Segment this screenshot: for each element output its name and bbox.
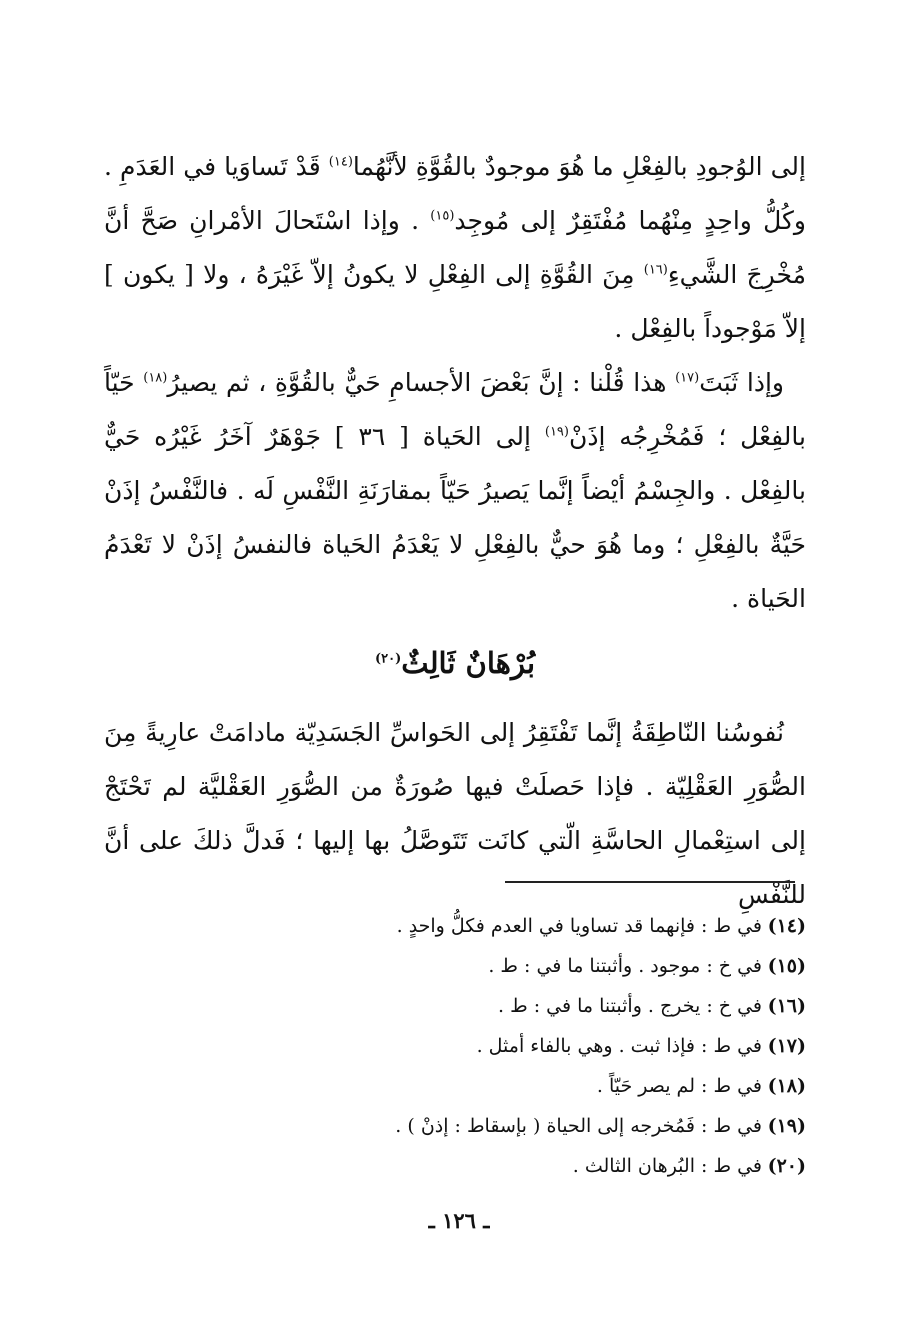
footnote-item	[104, 1106, 806, 1146]
footnote-ref-16[interactable]: (١٦)	[643, 262, 668, 278]
footnote-ref-19[interactable]: (١٩)	[544, 424, 569, 440]
footnote-ref-18[interactable]: (١٨)	[143, 370, 168, 386]
footnote-text: في ط : لم يصر حَيّاً .	[596, 1075, 762, 1097]
paragraph-1	[104, 140, 806, 356]
footnote-number: (١٥)	[767, 955, 806, 977]
section-heading	[104, 636, 806, 690]
footnote-number: (١٦)	[767, 995, 806, 1017]
paragraph-1-text: قَدْ تَساوَيا في العَدَمِ . وكُلُّ واحِدٍ مِنْهُما مُفْتَقِرٌ إلى مُوجِد	[104, 152, 806, 235]
footnote-number: (١٨)	[767, 1075, 806, 1097]
paragraph-2-text: وإذا ثَبَتَ	[699, 368, 784, 397]
paragraph-1-text: إلى الوُجودِ بالفِعْلِ ما هُوَ موجودٌ بالقُوَّةِ لأنَّهُما	[352, 152, 806, 181]
paragraph-1-text: مِنَ القُوَّةِ إلى الفِعْلِ لا يكونُ إلاّ غَيْرَهُ ، ولا [ يكون ] إلاّ مَوْجوداً بالفِعْل .	[104, 260, 806, 343]
footnote-item	[104, 946, 806, 986]
footnote-text: في ط : فإنهما قد تساويا في العدم فكلُّ واحدٍ .	[396, 915, 762, 937]
section-heading-text: بُرْهَانٌ ثَالِثٌ	[401, 646, 536, 680]
footnote-item	[104, 1146, 806, 1186]
paragraph-1-text: . وإذا اسْتَحالَ الأمْرانِ صَحَّ أنَّ مُخْرِجَ الشَّيءِ	[104, 206, 806, 289]
paragraph-2	[104, 356, 806, 626]
footnote-item	[104, 1026, 806, 1066]
footnotes-list	[104, 906, 806, 1186]
paragraph-2-text: حَيّاً بالفِعْل ؛ فَمُخْرِجُه إذَنْ	[104, 368, 806, 451]
footnote-text: في ط : فَمُخرجه إلى الحياة ( بإسقاط : إذنْ ) .	[395, 1115, 762, 1137]
footnote-number: (١٩)	[767, 1115, 806, 1137]
footnote-ref-20[interactable]: (٢٠)	[374, 651, 402, 667]
footnote-text: في ط : فإذا ثبت . وهي بالفاء أمثل .	[476, 1035, 762, 1057]
footnote-text: في خ : موجود . وأثبتنا ما في : ط .	[488, 955, 762, 977]
footnote-item	[104, 1066, 806, 1106]
footnote-ref-15[interactable]: (١٥)	[430, 208, 455, 224]
footnote-number: (١٤)	[767, 915, 806, 937]
footnote-ref-14[interactable]: (١٤)	[328, 154, 353, 170]
paragraph-3	[104, 706, 806, 922]
page-number: ـ ١٢٦ ـ	[428, 1208, 490, 1233]
footnote-number: (٢٠)	[767, 1155, 806, 1177]
paragraph-3-text: نُفوسُنا النّاطِقَةُ إنَّما تَفْتَقِرُ إلى الحَواسِّ الجَسَدِيّة مادامَتْ عارِيةً مِنَ الصُّوَرِ العَقْلِيّة . فإذا حَصلَتْ فيها صُورَةٌ من الصُّوَرِ العَقْليَّة لم تَحْتَجْ إلى استِعْمالِ الحاسَّةِ الّتي كانَت تَتَوصَّلُ بها إليها ؛ فَدلَّ ذلكَ على أنَّ للنَّفْسِ	[104, 718, 806, 909]
paragraph-2-text: هذا قُلْنا : إنَّ بَعْضَ الأجسامِ حَيٌّ بالقُوَّةِ ، ثم يصيرُ	[167, 368, 676, 397]
footnote-ref-17[interactable]: (١٧)	[675, 370, 700, 386]
footnote-text: في ط : البُرهان الثالث .	[572, 1155, 762, 1177]
footnote-item	[104, 906, 806, 946]
footnote-item	[104, 986, 806, 1026]
footnote-divider	[505, 881, 795, 883]
footnote-text: في خ : يخرج . وأثبتنا ما في : ط .	[498, 995, 762, 1017]
footnote-number: (١٧)	[767, 1035, 806, 1057]
paragraph-2-text: إلى الحَياة [ ٣٦ ] جَوْهَرٌ آخَرُ غَيْرُه حَيٌّ بالفِعْل . والجِسْمُ أيْضاً إنَّما يَصيرُ حَيّاً بمقارَنَةِ النَّفْسِ لَه . فالنَّفْسُ إذَنْ حَيَّةٌ بالفِعْلِ ؛ وما هُوَ حيٌّ بالفِعْلِ لا يَعْدَمُ الحَياة فالنفسُ إذَنْ لا تَعْدَمُ الحَياة .	[104, 422, 806, 613]
